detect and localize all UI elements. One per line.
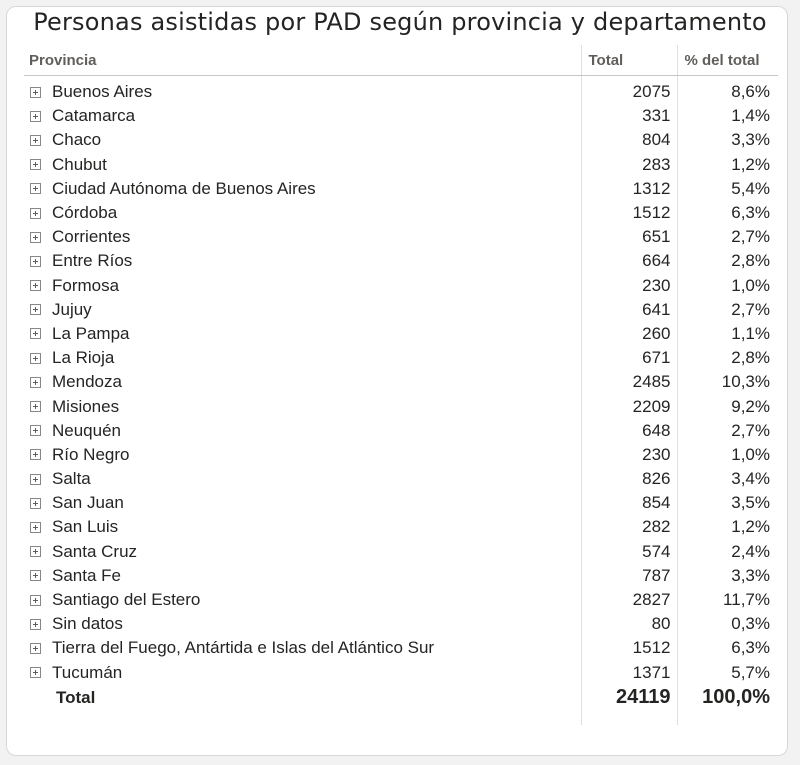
total-cell: 574: [581, 540, 677, 564]
total-cell: 2485: [581, 370, 677, 394]
provincia-cell: [24, 130, 581, 150]
plus-square-icon[interactable]: [30, 304, 41, 315]
plus-square-icon[interactable]: [30, 353, 41, 364]
provincia-label: Neuquén: [52, 420, 122, 440]
column-header-pct[interactable]: % del total: [677, 45, 778, 76]
total-cell: 1512: [581, 636, 677, 660]
provincia-cell: [24, 179, 581, 199]
provincia-label: Sin datos: [52, 614, 123, 634]
plus-square-icon[interactable]: [30, 425, 41, 436]
total-cell: 1371: [581, 661, 677, 685]
province-matrix-table: [24, 45, 778, 725]
totals-total: 24119: [581, 685, 677, 711]
plus-square-icon[interactable]: [30, 208, 41, 219]
provincia-label: Tierra del Fuego, Antártida e Islas del Atlántico Sur: [52, 638, 435, 658]
plus-square-icon[interactable]: [30, 619, 41, 630]
provincia-label: La Pampa: [52, 323, 130, 343]
provincia-label: Santiago del Estero: [52, 590, 201, 610]
provincia-cell: [24, 590, 581, 610]
provincia-cell: [24, 155, 581, 175]
pct-cell: 1,2%: [677, 153, 778, 177]
provincia-label: Catamarca: [52, 106, 136, 126]
plus-square-icon[interactable]: [30, 87, 41, 98]
provincia-label: Misiones: [52, 396, 120, 416]
table-row[interactable]: [24, 201, 778, 225]
provincia-cell: [24, 397, 581, 417]
provincia-cell: [24, 469, 581, 489]
total-cell: 283: [581, 153, 677, 177]
pct-cell: 2,8%: [677, 249, 778, 273]
table-row[interactable]: [24, 467, 778, 491]
pct-cell: 3,3%: [677, 564, 778, 588]
plus-square-icon[interactable]: [30, 280, 41, 291]
table-row[interactable]: [24, 588, 778, 612]
plus-square-icon[interactable]: [30, 111, 41, 122]
plus-square-icon[interactable]: [30, 135, 41, 146]
total-cell: 1312: [581, 177, 677, 201]
provincia-cell: [24, 445, 581, 465]
provincia-label: Tucumán: [52, 662, 123, 682]
pct-cell: 2,7%: [677, 298, 778, 322]
plus-square-icon[interactable]: [30, 183, 41, 194]
total-cell: 651: [581, 225, 677, 249]
total-cell: 826: [581, 467, 677, 491]
table-row[interactable]: [24, 346, 778, 370]
provincia-label: Jujuy: [52, 299, 92, 319]
plus-square-icon[interactable]: [30, 546, 41, 557]
provincia-label: Corrientes: [52, 227, 131, 247]
provincia-cell: [24, 566, 581, 586]
provincia-cell: [24, 493, 581, 513]
provincia-label: San Juan: [52, 493, 124, 513]
total-cell: 1512: [581, 201, 677, 225]
total-cell: 331: [581, 104, 677, 128]
table-row[interactable]: [24, 491, 778, 515]
total-cell: 80: [581, 612, 677, 636]
provincia-cell: [24, 227, 581, 247]
plus-square-icon[interactable]: [30, 498, 41, 509]
plus-square-icon[interactable]: [30, 570, 41, 581]
provincia-label: Chubut: [52, 154, 107, 174]
table-row[interactable]: [24, 225, 778, 249]
provincia-label: Santa Fe: [52, 565, 121, 585]
pct-cell: 5,4%: [677, 177, 778, 201]
provincia-cell: [24, 82, 581, 102]
provincia-cell: [24, 203, 581, 223]
pct-cell: 2,8%: [677, 346, 778, 370]
pct-cell: 1,1%: [677, 322, 778, 346]
plus-square-icon[interactable]: [30, 643, 41, 654]
provincia-cell: [24, 638, 581, 658]
total-cell: 641: [581, 298, 677, 322]
table-row[interactable]: [24, 177, 778, 201]
bottom-padding: [24, 711, 778, 725]
provincia-label: Santa Cruz: [52, 541, 138, 561]
total-cell: 2827: [581, 588, 677, 612]
provincia-cell: [24, 372, 581, 392]
pct-cell: 1,2%: [677, 515, 778, 539]
pct-cell: 3,5%: [677, 491, 778, 515]
pct-cell: 1,4%: [677, 104, 778, 128]
plus-square-icon[interactable]: [30, 667, 41, 678]
plus-square-icon[interactable]: [30, 232, 41, 243]
table-row[interactable]: [24, 322, 778, 346]
plus-square-icon[interactable]: [30, 256, 41, 267]
pct-cell: 2,4%: [677, 540, 778, 564]
pct-cell: 3,4%: [677, 467, 778, 491]
table-row[interactable]: [24, 443, 778, 467]
total-cell: 2075: [581, 76, 677, 105]
provincia-cell: [24, 663, 581, 683]
table-row[interactable]: [24, 394, 778, 418]
table-row[interactable]: [24, 128, 778, 152]
pct-cell: 6,3%: [677, 636, 778, 660]
plus-square-icon[interactable]: [30, 522, 41, 533]
table-row[interactable]: [24, 612, 778, 636]
plus-square-icon[interactable]: [30, 377, 41, 388]
total-cell: 2209: [581, 394, 677, 418]
totals-label: Total: [56, 687, 96, 707]
provincia-cell: [24, 542, 581, 562]
plus-square-icon[interactable]: [30, 159, 41, 170]
table-row[interactable]: [24, 564, 778, 588]
table-row[interactable]: [24, 636, 778, 660]
provincia-label: Chaco: [52, 130, 102, 150]
header-row: [24, 45, 778, 76]
provincia-label: Entre Ríos: [52, 251, 133, 271]
total-cell: 787: [581, 564, 677, 588]
provincia-label: Río Negro: [52, 444, 130, 464]
table-row[interactable]: [24, 104, 778, 128]
provincia-label: Mendoza: [52, 372, 122, 392]
table-row[interactable]: [24, 540, 778, 564]
provincia-cell: [24, 324, 581, 344]
pct-cell: 2,7%: [677, 225, 778, 249]
total-cell: 230: [581, 274, 677, 298]
totals-row: [24, 685, 778, 711]
table-row[interactable]: [24, 515, 778, 539]
total-cell: 671: [581, 346, 677, 370]
provincia-cell: [24, 517, 581, 537]
plus-square-icon[interactable]: [30, 449, 41, 460]
provincia-label: Ciudad Autónoma de Buenos Aires: [52, 178, 316, 198]
total-cell: 260: [581, 322, 677, 346]
pct-cell: 8,6%: [677, 76, 778, 105]
provincia-label: San Luis: [52, 517, 119, 537]
provincia-cell: [24, 106, 581, 126]
column-header-provincia[interactable]: Provincia: [24, 45, 581, 76]
table-row[interactable]: [24, 249, 778, 273]
table-row[interactable]: [24, 370, 778, 394]
total-cell: 282: [581, 515, 677, 539]
table-row[interactable]: [24, 419, 778, 443]
provincia-label: Córdoba: [52, 203, 118, 223]
provincia-cell: [24, 614, 581, 634]
provincia-label: Salta: [52, 469, 91, 489]
provincia-cell: [24, 251, 581, 271]
provincia-cell: [24, 276, 581, 296]
pct-cell: 0,3%: [677, 612, 778, 636]
totals-pct: 100,0%: [677, 685, 778, 711]
table-row[interactable]: [24, 274, 778, 298]
plus-square-icon[interactable]: [30, 401, 41, 412]
pct-cell: 5,7%: [677, 661, 778, 685]
plus-square-icon[interactable]: [30, 474, 41, 485]
total-cell: 854: [581, 491, 677, 515]
plus-square-icon[interactable]: [30, 595, 41, 606]
table-row[interactable]: [24, 153, 778, 177]
pct-cell: 3,3%: [677, 128, 778, 152]
pct-cell: 1,0%: [677, 443, 778, 467]
plus-square-icon[interactable]: [30, 328, 41, 339]
total-cell: 664: [581, 249, 677, 273]
provincia-cell: [24, 348, 581, 368]
pct-cell: 9,2%: [677, 394, 778, 418]
total-cell: 230: [581, 443, 677, 467]
provincia-label: Buenos Aires: [52, 82, 153, 102]
pct-cell: 11,7%: [677, 588, 778, 612]
pct-cell: 1,0%: [677, 274, 778, 298]
table-row[interactable]: [24, 661, 778, 685]
column-header-total[interactable]: Total: [581, 45, 677, 76]
pct-cell: 6,3%: [677, 201, 778, 225]
total-cell: 804: [581, 128, 677, 152]
provincia-label: Formosa: [52, 275, 120, 295]
table-row[interactable]: [24, 76, 778, 105]
table-row[interactable]: [24, 298, 778, 322]
pct-cell: 2,7%: [677, 419, 778, 443]
provincia-label: La Rioja: [52, 348, 115, 368]
pct-cell: 10,3%: [677, 370, 778, 394]
provincia-cell: [24, 421, 581, 441]
visual-title: Personas asistidas por PAD según provincia y departamento: [33, 8, 767, 36]
provincia-cell: [24, 300, 581, 320]
table-body: [24, 76, 778, 685]
total-cell: 648: [581, 419, 677, 443]
